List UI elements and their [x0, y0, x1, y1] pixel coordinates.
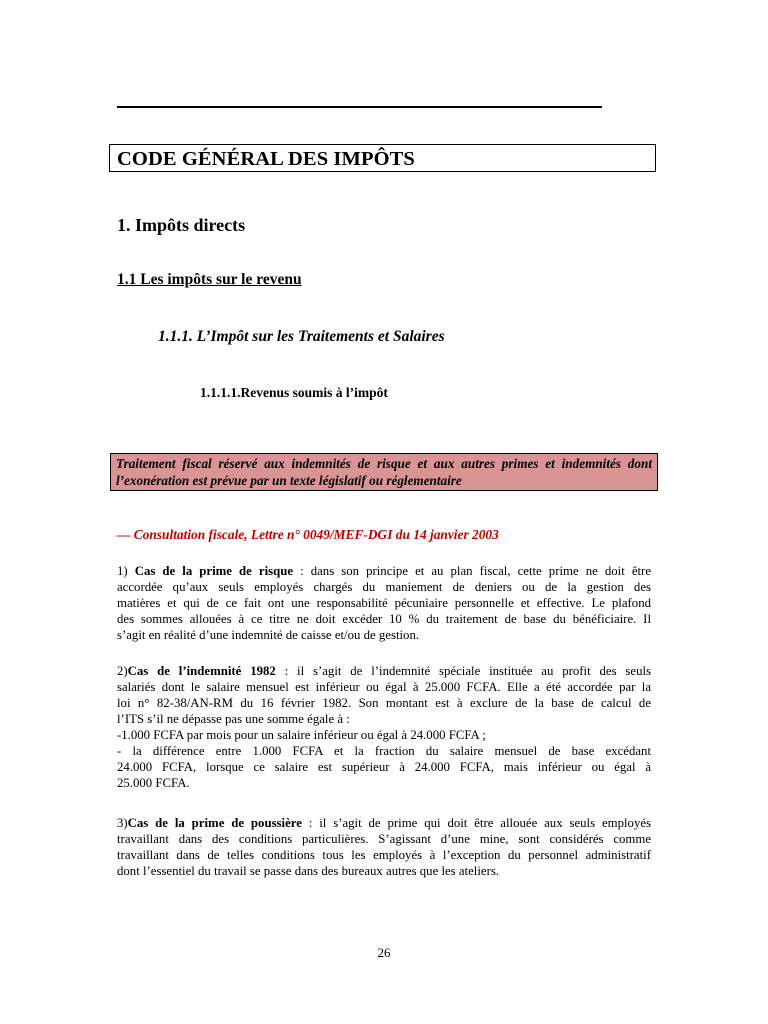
heading-revenus-soumis: 1.1.1.1.Revenus soumis à l’impôt: [200, 385, 388, 400]
heading-impot-traitements-salaires: 1.1.1. L’Impôt sur les Traitements et Salaires: [158, 328, 445, 345]
paragraph-bold-title: Cas de l’indemnité 1982: [127, 664, 276, 678]
paragraph-bold-title: Cas de la prime de risque: [134, 564, 294, 578]
paragraph-line: matières et qui de ce fait ont une responsabilité pécuniaire personnelle et effective. Le plafond: [117, 596, 651, 610]
highlight-line-2: l’exonération est prévue par un texte législatif ou réglementaire: [116, 472, 462, 488]
paragraph-text: : il s’agit de l’indemnité spéciale instituée au profit des seuls: [275, 664, 652, 678]
paragraph-line: dont l’essentiel du travail se passe dans des bureaux autres que les ateliers.: [117, 864, 500, 878]
paragraph-number: 1): [117, 564, 135, 578]
consultation-reference: — Consultation fiscale, Lettre n° 0049/MEF-DGI du 14 janvier 2003: [117, 527, 499, 542]
highlight-box: [110, 453, 658, 491]
highlight-line-1: Traitement fiscal réservé aux indemnités de risque et aux autres primes et indemnités dont: [116, 456, 652, 471]
paragraph-number: 2): [117, 664, 128, 678]
paragraph-line: s’agit en réalité d’une indemnité de caisse et/ou de gestion.: [117, 628, 420, 642]
paragraph-line: travaillant dans des conditions particulières. S’agissant d’une mine, sont considérés comme: [117, 832, 651, 846]
paragraph-line: 24.000 FCFA, lorsque ce salaire est supérieur à 24.000 FCFA, mais inférieur ou égal à: [117, 760, 651, 774]
paragraph-line: l’ITS s’il ne dépasse pas une somme égale à :: [117, 712, 350, 726]
top-rule-divider: [117, 106, 602, 108]
paragraph-line: [117, 563, 651, 579]
paragraph-number: 3): [117, 816, 128, 830]
heading-impots-sur-le-revenu: 1.1 Les impôts sur le revenu: [117, 271, 302, 288]
paragraph-line: des sommes allouées à ce titre ne doit excéder 10 % du traitement de base du bénéficiaire. Il: [117, 612, 651, 626]
paragraph-line: - la différence entre 1.000 FCFA et la fraction du salaire mensuel de base excédant: [117, 744, 651, 758]
paragraph-prime-de-risque: [117, 563, 651, 643]
document-title: CODE GÉNÉRAL DES IMPÔTS: [109, 144, 656, 172]
paragraph-line: accordée qu’aux seuls employés chargés du maniement de deniers ou de la gestion des: [117, 580, 651, 594]
paragraph-text: : il s’agit de prime qui doit être allouée aux seuls employés: [301, 816, 652, 830]
paragraph-line: loi n° 82-38/AN-RM du 16 février 1982. Son montant est à exclure de la base de calcul de: [117, 696, 651, 710]
paragraph-prime-de-poussiere: [117, 815, 651, 879]
paragraph-indemnite-1982: [117, 663, 651, 791]
paragraph-line: [117, 663, 651, 679]
paragraph-line: 25.000 FCFA.: [117, 776, 190, 790]
page-number: 26: [377, 945, 391, 960]
paragraph-line: [117, 815, 651, 831]
paragraph-text: : dans son principe et au plan fiscal, cette prime ne doit être: [293, 564, 651, 578]
paragraph-bold-title: Cas de la prime de poussière: [127, 816, 302, 830]
paragraph-line: salariés dont le salaire mensuel est inférieur ou égal à 25.000 FCFA. Elle a été accordée par la: [117, 680, 651, 694]
paragraph-line: -1.000 FCFA par mois pour un salaire inférieur ou égal à 24.000 FCFA ;: [117, 728, 486, 742]
paragraph-line: travaillant dans de telles conditions tous les employés à l’exception du personnel administratif: [117, 848, 651, 862]
heading-impots-directs: 1. Impôts directs: [117, 215, 246, 235]
